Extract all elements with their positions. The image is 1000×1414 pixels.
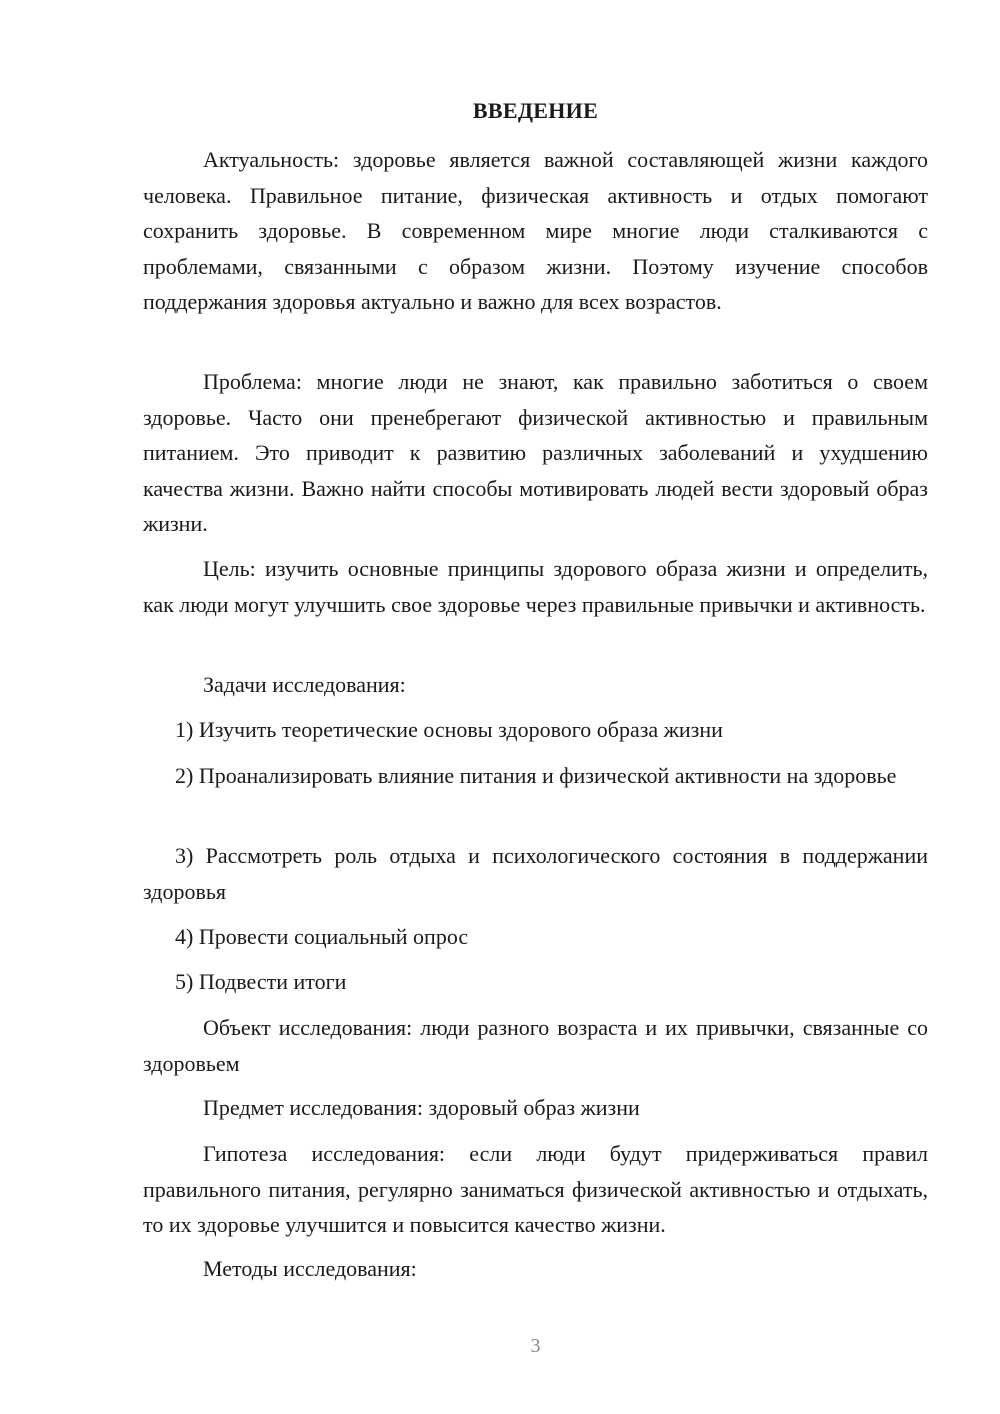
- task-item-1: 1) Изучить теоретические основы здорового образа жизни: [175, 717, 723, 742]
- goal-paragraph: Цель: изучить основные принципы здорового образа жизни и определить, как люди могут улучшить свое здоровье через правильные привычки и активность.: [143, 556, 928, 617]
- hypothesis-paragraph: Гипотеза исследования: если люди будут придерживаться правил правильного питания, регулярно заниматься физической активностью и отдыхать, то их здоровье улучшится и повысится качество жизни.: [143, 1141, 928, 1237]
- methods-heading: Методы исследования:: [203, 1256, 417, 1281]
- object-paragraph: Объект исследования: люди разного возраста и их привычки, связанные со здоровьем: [143, 1015, 928, 1076]
- task-item-4: 4) Провести социальный опрос: [175, 924, 469, 949]
- page-number: 3: [530, 1335, 541, 1357]
- section-title: ВВЕДЕНИЕ: [472, 98, 599, 123]
- problem-paragraph: Проблема: многие люди не знают, как правильно заботиться о своем здоровье. Часто они пренебрегают физической активностью и правильным питанием. Это приводит к развитию различных заболеваний и ухудшению качества жизни. Важно найти способы мотивировать людей вести здоровый образ жизни.: [143, 369, 928, 536]
- subject-paragraph: Предмет исследования: здоровый образ жизни: [203, 1095, 640, 1120]
- task-item-2: 2) Проанализировать влияние питания и физической активности на здоровье: [175, 763, 897, 788]
- tasks-heading: Задачи исследования:: [203, 672, 406, 697]
- relevance-paragraph: Актуальность: здоровье является важной составляющей жизни каждого человека. Правильное питание, физическая активность и отдых помогают сохранить здоровье. В современном мире многие люди сталкиваются с проблемами, связанными с образом жизни. Поэтому изучение способов поддержания здоровья актуально и важно для всех возрастов.: [143, 147, 928, 314]
- document-page: [143, 0, 928, 1414]
- task-item-5: 5) Подвести итоги: [175, 969, 347, 994]
- task-item-3: 3) Рассмотреть роль отдыха и психологического состояния в поддержании здоровья: [143, 843, 928, 904]
